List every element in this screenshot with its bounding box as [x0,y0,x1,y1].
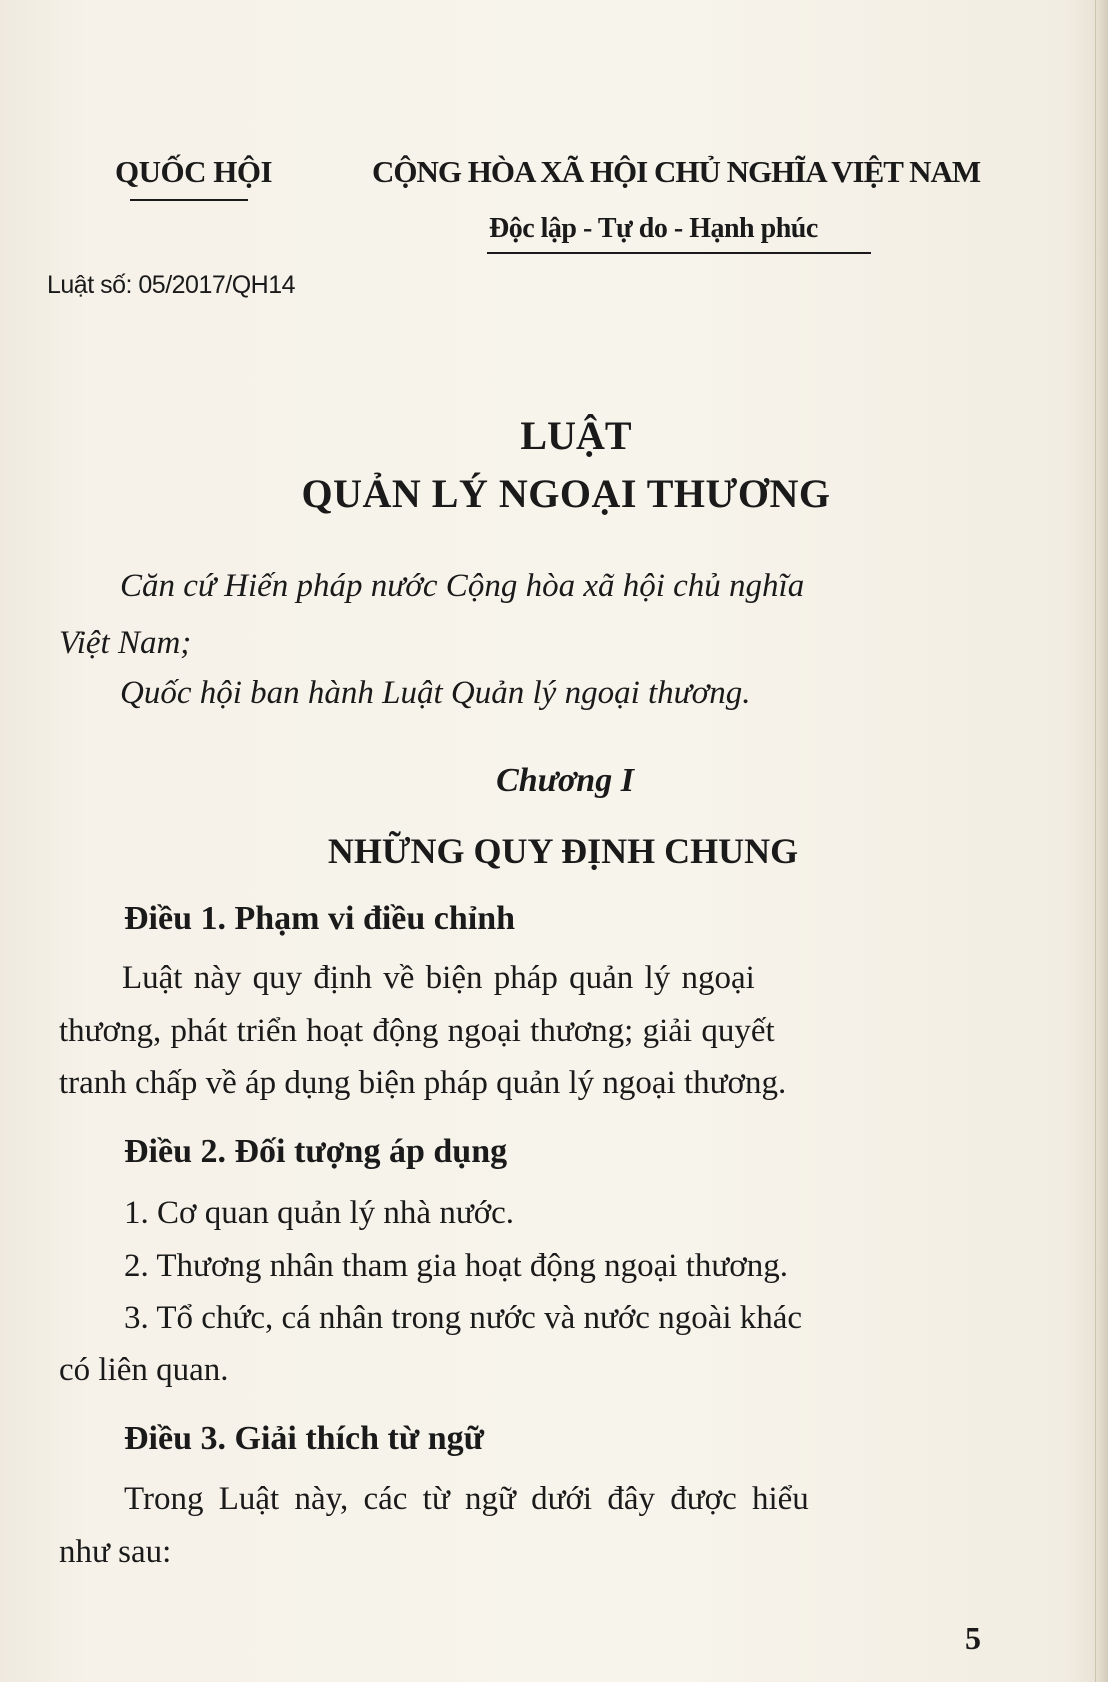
page-number: 5 [965,1620,981,1656]
article-text-line: Trong Luật này, các từ ngữ dưới đây được hiểu [124,1481,809,1517]
article-text-line: Luật này quy định về biện pháp quản lý ngoại [122,960,755,996]
preamble-line: Quốc hội ban hành Luật Quản lý ngoại thương. [120,675,751,711]
law-title: QUẢN LÝ NGOẠI THƯƠNG [301,471,831,516]
article-heading: Điều 1. Phạm vi điều chỉnh [124,900,516,937]
preamble-line: Việt Nam; [59,625,192,661]
article-heading: Điều 2. Đối tượng áp dụng [124,1133,508,1170]
article-heading: Điều 3. Giải thích từ ngữ [124,1420,485,1457]
document-type-title: LUẬT [520,413,632,458]
list-item-continuation: có liên quan. [59,1352,229,1388]
list-item: 1. Cơ quan quản lý nhà nước. [124,1195,515,1231]
article-text-line: như sau: [59,1534,172,1570]
national-motto: Độc lập - Tự do - Hạnh phúc [489,213,818,244]
motto-underline [487,252,871,254]
list-item: 2. Thương nhân tham gia hoạt động ngoại thương. [124,1248,788,1284]
chapter-number: Chương I [496,762,634,799]
chapter-title: NHỮNG QUY ĐỊNH CHUNG [327,831,799,871]
list-item: 3. Tổ chức, cá nhân trong nước và nước ngoài khác [124,1300,803,1336]
issuer-underline [130,199,248,201]
law-number: Luật số: 05/2017/QH14 [47,271,296,299]
country-name: CỘNG HÒA XÃ HỘI CHỦ NGHĨA VIỆT NAM [372,154,981,189]
article-text-line: thương, phát triển hoạt động ngoại thương; giải quyết [59,1013,775,1049]
article-text-line: tranh chấp về áp dụng biện pháp quản lý ngoại thương. [59,1065,787,1101]
issuer-name: QUỐC HỘI [115,154,273,189]
preamble-line: Căn cứ Hiến pháp nước Cộng hòa xã hội chủ nghĩa [120,568,805,604]
